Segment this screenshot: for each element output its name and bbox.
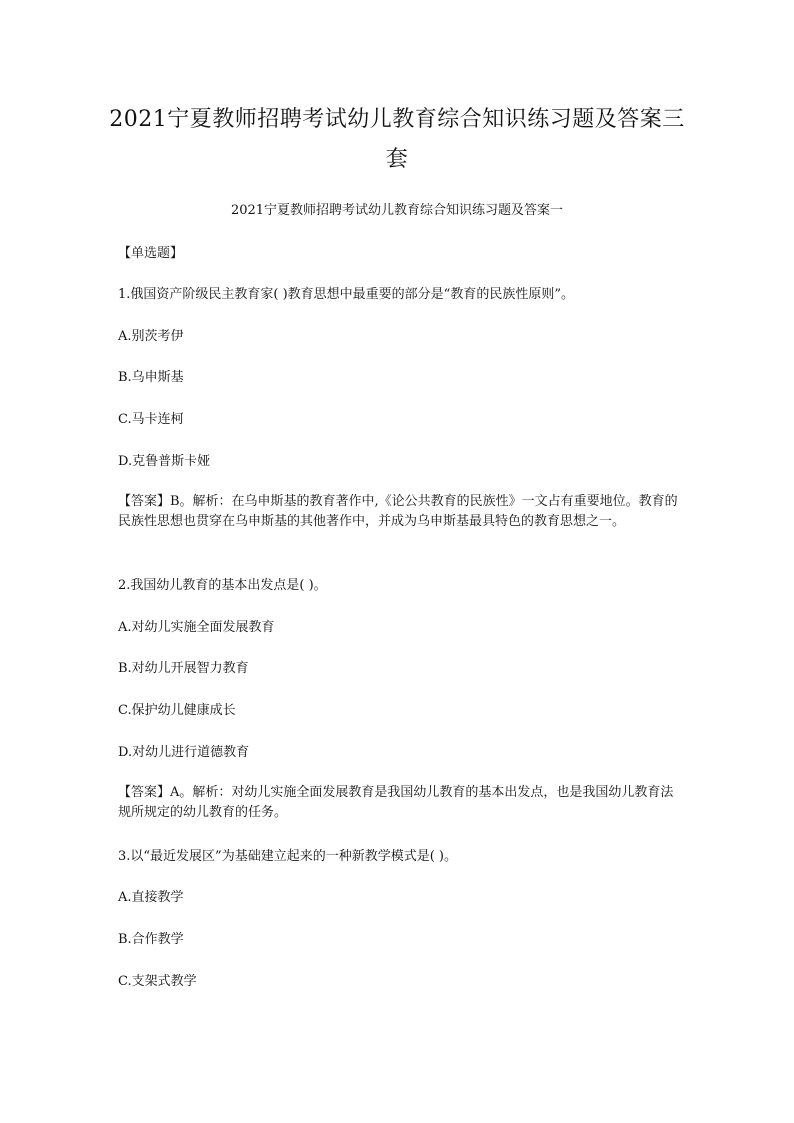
- question-3-option-c: C.支架式教学: [118, 974, 197, 989]
- document-subtitle: 2021宁夏教师招聘考试幼儿教育综合知识练习题及答案一: [230, 203, 564, 218]
- question-1-option-c: C.马卡连柯: [118, 412, 184, 427]
- question-2-option-b: B.对幼儿开展智力教育: [118, 661, 249, 676]
- document-title: [100, 100, 694, 180]
- question-1-option-b: B.乌申斯基: [118, 370, 184, 385]
- question-1-option-a: A.别茨考伊: [118, 329, 184, 344]
- question-3-option-a: A.直接教学: [118, 890, 184, 905]
- question-3-stem: 3.以“最近发展区”为基础建立起来的一种新教学模式是( )。: [118, 849, 457, 864]
- question-3-option-b: B.合作教学: [118, 932, 184, 947]
- question-2-option-a: A.对幼儿实施全面发展教育: [118, 620, 275, 635]
- title-line-1: 2021宁夏教师招聘考试幼儿教育综合知识练习题及答案三: [109, 107, 685, 132]
- question-2-answer: 【答案】A。解析：对幼儿实施全面发展教育是我国幼儿教育的基本出发点，也是我国幼儿教育法规所规定的幼儿教育的任务。: [118, 785, 674, 820]
- title-line-2: 套: [385, 147, 409, 172]
- question-1-answer: 【答案】B。解析：在乌申斯基的教育著作中,《论公共教育的民族性》一文占有重要地位。教育的民族性思想也贯穿在乌申斯基的其他著作中，并成为乌申斯基最具特色的教育思想之一。: [118, 494, 678, 529]
- question-2-stem: 2.我国幼儿教育的基本出发点是( )。: [118, 578, 327, 593]
- section-heading: 【单选题】: [118, 246, 184, 261]
- question-2-option-d: D.对幼儿进行道德教育: [118, 745, 250, 760]
- question-1-option-d: D.克鲁普斯卡娅: [118, 454, 211, 469]
- question-1-stem: 1.俄国资产阶级民主教育家( )教育思想中最重要的部分是“教育的民族性原则”。: [118, 287, 574, 302]
- question-2-option-c: C.保护幼儿健康成长: [118, 703, 236, 718]
